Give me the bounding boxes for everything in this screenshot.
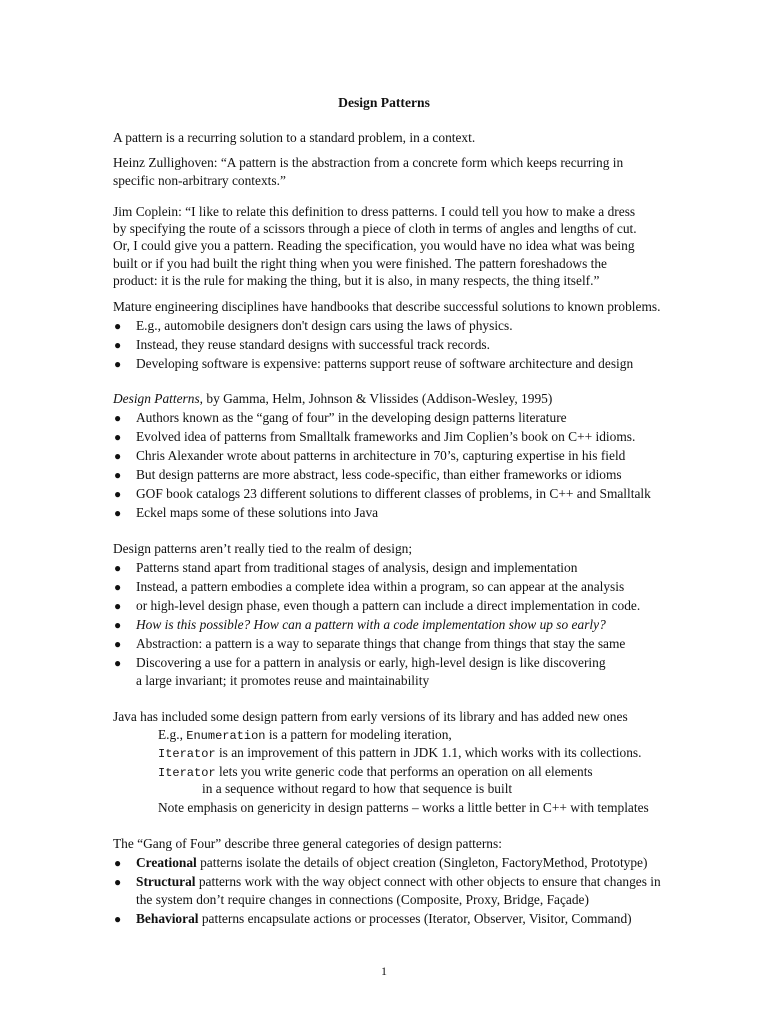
coplein-quote-line: built or if you had built the right thing when you were finished. The pattern foreshadows the bbox=[113, 256, 607, 271]
bullet-icon: ● bbox=[114, 468, 122, 482]
gof-book-line bbox=[113, 391, 552, 407]
category-term: Creational bbox=[136, 855, 197, 870]
bullet-icon: ● bbox=[114, 357, 122, 371]
list-item: But design patterns are more abstract, less code-specific, than either frameworks or idioms bbox=[136, 467, 622, 482]
list-item: Chris Alexander wrote about patterns in architecture in 70’s, capturing expertise in his field bbox=[136, 448, 626, 463]
list-item bbox=[136, 855, 647, 871]
page-title: Design Patterns bbox=[338, 95, 430, 110]
bullet-icon: ● bbox=[114, 319, 122, 333]
java-example-line bbox=[158, 745, 641, 762]
bullet-icon: ● bbox=[114, 599, 122, 613]
book-citation: , by Gamma, Helm, Johnson & Vlissides (Addison-Wesley, 1995) bbox=[199, 391, 553, 406]
bullet-icon: ● bbox=[114, 338, 122, 352]
java-eg-text: is a pattern for modeling iteration, bbox=[265, 727, 452, 742]
java-iterator-text: lets you write generic code that performs an operation on all elements bbox=[215, 764, 593, 779]
category-term: Behavioral bbox=[136, 911, 199, 926]
bullet-icon: ● bbox=[114, 411, 122, 425]
code-iterator: Iterator bbox=[158, 747, 216, 761]
book-title: Design Patterns bbox=[113, 391, 200, 406]
list-item: Evolved idea of patterns from Smalltalk frameworks and Jim Coplien’s book on C++ idioms. bbox=[136, 429, 636, 444]
coplein-quote-line: Jim Coplein: “I like to relate this definition to dress patterns. I could tell you how to make a dress bbox=[113, 204, 636, 219]
coplein-quote-line: by specifying the route of a scissors through a piece of cloth in terms of angles and lengths of cut. bbox=[113, 221, 637, 236]
list-item: or high-level design phase, even though a pattern can include a direct implementation in code. bbox=[136, 598, 641, 613]
category-text: patterns encapsulate actions or processes (Iterator, Observer, Visitor, Command) bbox=[198, 911, 632, 926]
coplein-quote-line: Or, I could give you a pattern. Reading the specification, you would have no idea what was being bbox=[113, 238, 635, 253]
bullet-icon: ● bbox=[114, 561, 122, 575]
mature-lead: Mature engineering disciplines have handbooks that describe successful solutions to known problems. bbox=[113, 299, 661, 314]
java-example-line bbox=[158, 727, 452, 744]
list-item: Developing software is expensive: patterns support reuse of software architecture and design bbox=[136, 356, 634, 371]
java-example-line bbox=[158, 764, 593, 781]
list-item-continuation: a large invariant; it promotes reuse and maintainability bbox=[136, 673, 430, 688]
list-item-continuation: the system don’t require changes in connections (Composite, Proxy, Bridge, Façade) bbox=[136, 892, 589, 907]
bullet-icon: ● bbox=[114, 506, 122, 520]
code-enumeration: Enumeration bbox=[186, 729, 266, 743]
java-note: Note emphasis on genericity in design patterns – works a little better in C++ with templates bbox=[158, 800, 649, 815]
zullighoven-quote-line: specific non-arbitrary contexts.” bbox=[113, 173, 286, 188]
bullet-icon: ● bbox=[114, 875, 122, 889]
java-lead: Java has included some design pattern from early versions of its library and has added new ones bbox=[113, 709, 628, 724]
intro-paragraph: A pattern is a recurring solution to a standard problem, in a context. bbox=[113, 130, 476, 145]
bullet-icon: ● bbox=[114, 449, 122, 463]
bullet-icon: ● bbox=[114, 580, 122, 594]
bullet-icon: ● bbox=[114, 618, 122, 632]
java-example-continuation: in a sequence without regard to how that sequence is built bbox=[202, 781, 513, 796]
zullighoven-quote-line: Heinz Zullighoven: “A pattern is the abstraction from a concrete form which keeps recurring in bbox=[113, 155, 624, 170]
categories-lead: The “Gang of Four” describe three general categories of design patterns: bbox=[113, 836, 502, 851]
list-item: Eckel maps some of these solutions into Java bbox=[136, 505, 379, 520]
bullet-icon: ● bbox=[114, 637, 122, 651]
list-item: Instead, a pattern embodies a complete idea within a program, so can appear at the analysis bbox=[136, 579, 625, 594]
realm-lead: Design patterns aren’t really tied to the realm of design; bbox=[113, 541, 413, 556]
list-item: How is this possible? How can a pattern with a code implementation show up so early? bbox=[136, 617, 606, 632]
category-term: Structural bbox=[136, 874, 196, 889]
list-item: Abstraction: a pattern is a way to separate things that change from things that stay the same bbox=[136, 636, 626, 651]
list-item: GOF book catalogs 23 different solutions to different classes of problems, in C++ and Smalltalk bbox=[136, 486, 651, 501]
coplein-quote-line: product: it is the rule for making the thing, but it is also, in many respects, the thing itself.” bbox=[113, 273, 600, 288]
java-iterator-text: is an improvement of this pattern in JDK 1.1, which works with its collections. bbox=[215, 745, 642, 760]
category-text: patterns isolate the details of object creation (Singleton, FactoryMethod, Prototype) bbox=[196, 855, 648, 870]
bullet-icon: ● bbox=[114, 430, 122, 444]
list-item: E.g., automobile designers don't design cars using the laws of physics. bbox=[136, 318, 513, 333]
bullet-icon: ● bbox=[114, 912, 122, 926]
bullet-icon: ● bbox=[114, 487, 122, 501]
list-item: Discovering a use for a pattern in analysis or early, high-level design is like discovering bbox=[136, 655, 606, 670]
java-eg-prefix: E.g., bbox=[158, 727, 187, 742]
list-item bbox=[136, 911, 632, 927]
list-item: Instead, they reuse standard designs with successful track records. bbox=[136, 337, 490, 352]
bullet-icon: ● bbox=[114, 656, 122, 670]
code-iterator: Iterator bbox=[158, 766, 216, 780]
list-item: Patterns stand apart from traditional stages of analysis, design and implementation bbox=[136, 560, 578, 575]
list-item: Authors known as the “gang of four” in the developing design patterns literature bbox=[136, 410, 567, 425]
category-text: patterns work with the way object connect with other objects to ensure that changes in bbox=[195, 874, 661, 889]
page-number: 1 bbox=[381, 964, 387, 978]
bullet-icon: ● bbox=[114, 856, 122, 870]
list-item bbox=[136, 874, 661, 890]
